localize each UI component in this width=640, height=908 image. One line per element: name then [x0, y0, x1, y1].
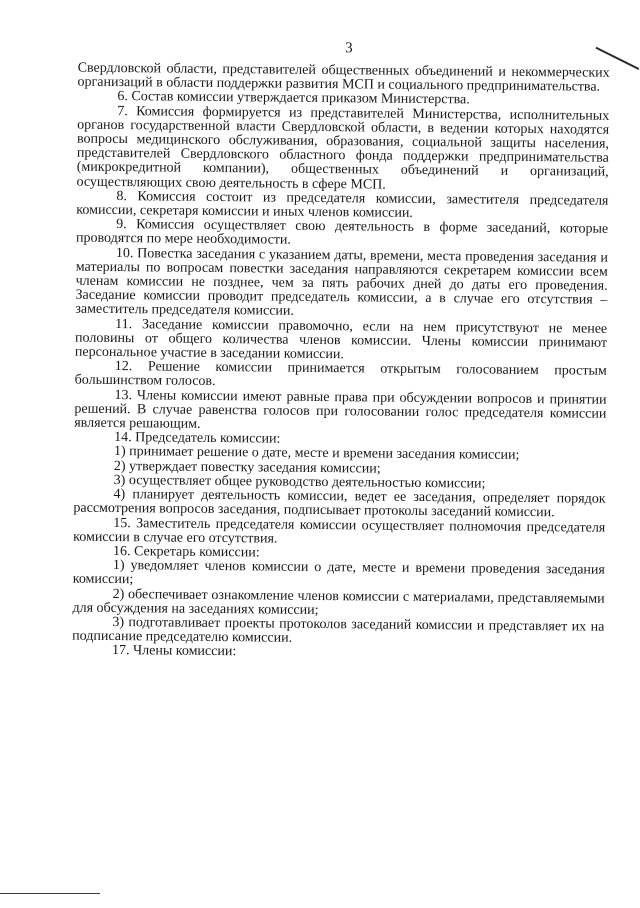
list-item: 2) утверждает повестку заседания комиссии;	[113, 458, 381, 477]
paragraph: 6. Состав комиссии утверждается приказом Министерства.	[117, 89, 470, 108]
list-item: 1) принимает решение о дате, месте и времени заседания комиссии;	[113, 444, 520, 464]
list-item: 3) подготавливает проекты протоколов заседаний комиссии и представляет их на подписание председателю комиссии.	[72, 614, 605, 646]
list-item: 2) обеспечивает ознакомление членов комиссии с материалами, представляемыми для обсуждения на заседаниях комиссии;	[72, 586, 605, 618]
paragraph: 15. Заместитель председателя комиссии осуществляет полномочия председателя комиссии в случае его отсутствия.	[73, 515, 606, 547]
scan-edge-line	[0, 893, 100, 894]
paragraph: 16. Секретарь комиссии:	[112, 543, 260, 561]
list-item: 1) уведомляет членов комиссии о дате, месте и времени проведения заседания комиссии;	[72, 558, 605, 588]
list-item: 3) осуществляет общее руководство деятельностью комиссии;	[113, 472, 486, 492]
paragraph: 12. Решение комиссии принимается открытым голосованием простым большинством голосов.	[74, 359, 607, 390]
page-number: 3	[345, 40, 353, 57]
list-item: 4) планирует деятельность комиссии, ведет ее заседания, определяет порядок рассмотрения вопросов заседания, подписывает протоколы заседаний комиссии.	[73, 487, 606, 521]
paragraph: 13. Члены комиссии имеют равные права при обсуждении вопросов и принятии решений. В случае равенства голосов при голосовании голос председателя комиссии является решающим.	[74, 387, 607, 432]
paragraph: 14. Председатель комиссии:	[114, 430, 281, 447]
paragraph: 17. Члены комиссии:	[112, 643, 237, 660]
paragraph: 9. Комиссия осуществляет свою деятельность в форме заседаний, которые проводятся по мере необходимости.	[75, 217, 609, 249]
paragraph: 7. Комиссия формируется из представителей Министерства, исполнительных органов государственной власти Свердловской области, в ведении которых находятся вопросы медицинского обслуживания, образования, социальной защиты населения, представителей Свердловского областного фонда поддержки предпринимательства (микрокредитной компании), общественных объединений и организаций, осуществляющих свою деятельность в сфере МСП.	[76, 103, 610, 193]
paragraph: Свердловской области, представителей общественных объединений и некоммерческих организаций в области поддержки развития МСП и социального предпринимательства.	[77, 60, 610, 95]
paragraph: 11. Заседание комиссии правомочно, если на нем присутствуют не менее половины от общего количества членов комиссии. Члены комиссии принимают персональное участие в заседании комиссии.	[74, 316, 608, 363]
paragraph: 10. Повестка заседания с указанием даты, времени, места проведения заседания и материалы по вопросам повестки заседания направляются секретарем комиссии всем членам комиссии не позднее, чем за пять рабочих дней до даты его проведения. Заседание комиссии проводит председатель комиссии, а в случае его отсутствия – заместитель председателя комиссии.	[75, 245, 608, 320]
paragraph: 8. Комиссия состоит из председателя комиссии, заместителя председателя комиссии, секретаря комиссии и иных членов комиссии.	[76, 188, 609, 221]
document-body	[72, 62, 610, 664]
